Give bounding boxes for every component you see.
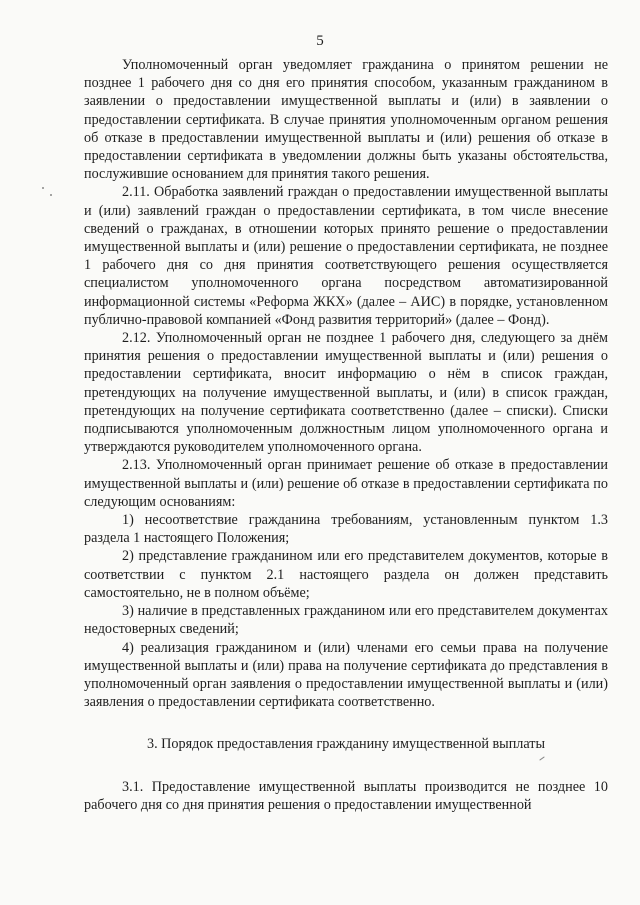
list-item-4: 4) реализация гражданином и (или) членами его семьи права на получение имущественной выплаты и (или) права на получение сертификата до представления в уполномоченный орган заявления о предоставлении имущественной выплаты и (или) заявления о предоставлении сертификата соответственно. (84, 639, 608, 711)
document-body (84, 56, 608, 814)
paragraph-3-1: 3.1. Предоставление имущественной выплаты производится не позднее 10 рабочего дня со дня принятия решения о предоставлении имущественной (84, 778, 608, 813)
list-item-2: 2) представление гражданином или его представителем документов, которые в соответствии с пунктом 2.1 настоящего раздела он должен представить самостоятельно, не в полном объёме; (84, 548, 608, 601)
section-heading: 3. Порядок предоставления гражданину имущественной выплаты (146, 736, 546, 753)
paragraph-2-12: 2.12. Уполномоченный орган не позднее 1 рабочего дня, следующего за днём принятия решения о предоставлении имущественной выплаты и (или) решения о предоставлении сертификата, вносит информацию о нём в список граждан, претендующих на получение имущественной выплаты, и (или) в список граждан, претендующих на получение сертификата соответственно (далее – списки). Списки подписываются уполномоченным должностным лицом уполномоченного органа и утверждаются руководителем уполномоченного органа. (84, 330, 608, 456)
scan-speck (42, 187, 44, 189)
scan-speck (50, 194, 52, 196)
paragraph-notification: Уполномоченный орган уведомляет гражданина о принятом решении не позднее 1 рабочего дня со дня его принятия способом, указанным гражданином в заявлении о предоставлении имущественной выплаты и (или) в заявлении о предоставлении сертификата. В случае принятия уполномоченным органом решения об отказе в предоставлении имущественной выплаты и (или) решения об отказе в предоставлении сертификата в уведомлении должны быть указаны обстоятельства, послужившие основанием для принятия такого решения. (84, 57, 608, 183)
page-number: 5 (316, 33, 324, 49)
paragraph-2-13: 2.13. Уполномоченный орган принимает решение об отказе в предоставлении имущественной выплаты и (или) решение об отказе в предоставлении сертификата по следующим основаниям: (84, 457, 608, 510)
list-item-3: 3) наличие в представленных гражданином или его представителем документах недостоверных сведений; (84, 603, 608, 638)
paragraph-2-11: 2.11. Обработка заявлений граждан о предоставлении имущественной выплаты и (или) заявлений граждан о предоставлении сертификата, в том числе внесение сведений о гражданах, в отношении которых принято решение о предоставлении имущественной выплаты и (или) решение о предоставлении сертификата, не позднее 1 рабочего дня со дня принятия соответствующего решения осуществляется специалистом уполномоченного органа посредством автоматизированной информационной системы «Реформа ЖКХ» (далее – АИС) в порядке, установленном публично-правовой компанией «Фонд развития территорий» (далее – Фонд). (84, 184, 608, 328)
list-item-1: 1) несоответствие гражданина требованиям, установленным пунктом 1.3 раздела 1 настоящего Положения; (84, 512, 608, 547)
